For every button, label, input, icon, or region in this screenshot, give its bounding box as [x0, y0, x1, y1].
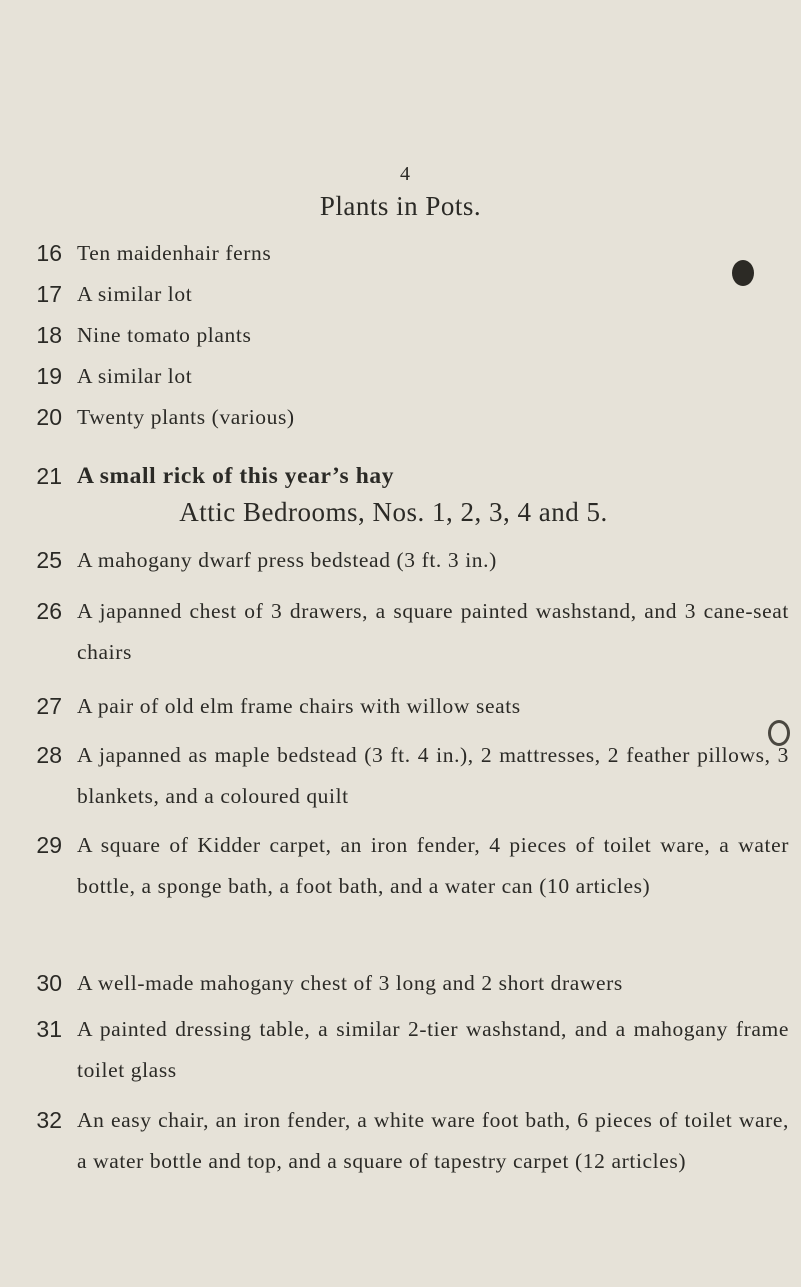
- lot-description: A square of Kidder carpet, an iron fender, 4 pieces of toilet ware, a water bottle, a sponge bath, a foot bath, and a water can (10 articles): [77, 833, 789, 898]
- lot-number: 31: [36, 1016, 62, 1042]
- lot-number: 17: [36, 281, 62, 307]
- page-number: 4: [400, 163, 410, 185]
- lot-description: A pair of old elm frame chairs with willow seats: [77, 694, 521, 718]
- lot-description: A similar lot: [77, 282, 193, 306]
- lot-number: 30: [36, 970, 62, 996]
- lot-number: 28: [36, 742, 62, 768]
- lot-description: A japanned as maple bedstead (3 ft. 4 in.), 2 mattresses, 2 feather pillows, 3 blankets, and a coloured quilt: [77, 743, 789, 808]
- lot-number: 27: [36, 693, 62, 719]
- lot-description: A japanned chest of 3 drawers, a square painted washstand, and 3 cane-seat chairs: [77, 599, 789, 664]
- lot-number: 25: [36, 547, 62, 573]
- section-heading-attic-bedrooms: Attic Bedrooms, Nos. 1, 2, 3, 4 and 5.: [179, 497, 608, 527]
- lot-number: 32: [36, 1107, 62, 1133]
- ink-blot: [768, 720, 790, 746]
- lot-description: A small rick of this year’s hay: [77, 463, 395, 489]
- lot-description: A well-made mahogany chest of 3 long and 2 short drawers: [77, 971, 623, 995]
- lot-number: 21: [36, 463, 62, 489]
- lot-description: An easy chair, an iron fender, a white ware foot bath, 6 pieces of toilet ware, a water bottle and top, and a square of tapestry carpet (12 articles): [77, 1108, 789, 1173]
- lot-description: A mahogany dwarf press bedstead (3 ft. 3 in.): [77, 548, 497, 572]
- lot-number: 19: [36, 363, 62, 389]
- lot-number: 26: [36, 598, 62, 624]
- lot-number: 29: [36, 832, 62, 858]
- lot-number: 18: [36, 322, 62, 348]
- lot-description: Nine tomato plants: [77, 323, 252, 347]
- lot-number: 16: [36, 240, 62, 266]
- lot-description: A similar lot: [77, 364, 193, 388]
- lot-description: Ten maidenhair ferns: [77, 241, 272, 265]
- lot-description: A painted dressing table, a similar 2-tier washstand, and a mahogany frame toilet glass: [77, 1017, 789, 1082]
- lot-number: 20: [36, 404, 62, 430]
- ink-blot: [732, 260, 754, 286]
- lot-description: Twenty plants (various): [77, 405, 295, 429]
- section-heading-plants: Plants in Pots.: [319, 191, 482, 221]
